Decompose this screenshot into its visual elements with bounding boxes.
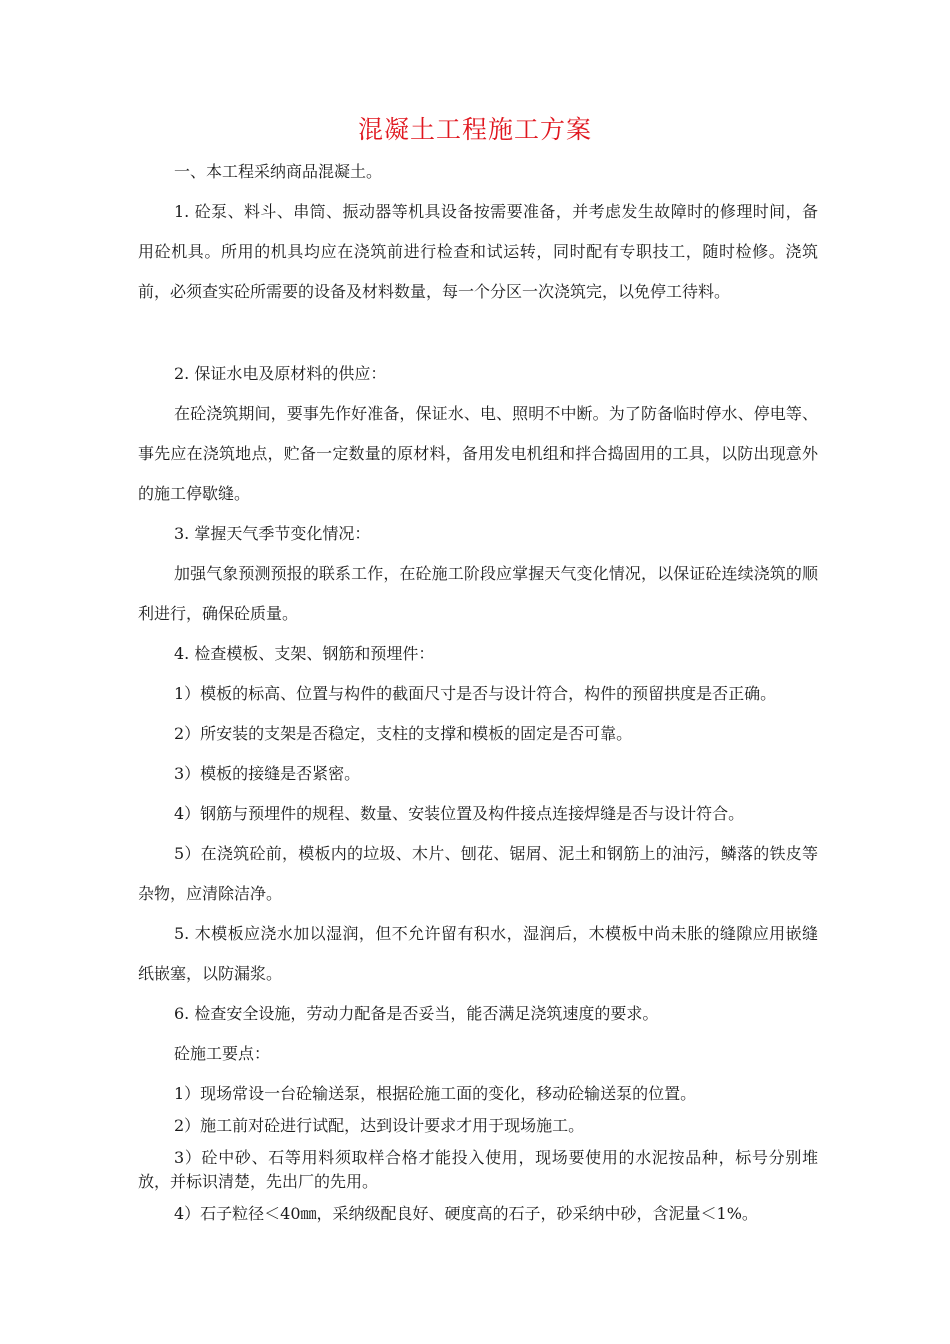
paragraph-check-5: 5）在浇筑砼前，模板内的垃圾、木片、刨花、锯屑、泥土和钢筋上的油污，鳞落的铁皮等杂物，应清除洁净。 (138, 844, 818, 903)
paragraph-check-2: 2）所安装的支架是否稳定，支柱的支撑和模板的固定是否可靠。 (174, 724, 633, 743)
paragraph-key-points-heading: 砼施工要点： (174, 1044, 271, 1063)
document-title: 混凝土工程施工方案 (357, 115, 592, 144)
paragraph-item-3-heading: 3. 掌握天气季节变化情况： (174, 524, 371, 543)
paragraph-item-1: 1. 砼泵、料斗、串筒、振动器等机具设备按需要准备，并考虑发生故障时的修理时间，备用砼机具。所用的机具均应在浇筑前进行检查和试运转，同时配有专职技工，随时检修。浇筑前，必须查实砼所需要的设备及材料数量，每一个分区一次浇筑完，以免停工待料。 (138, 202, 818, 301)
paragraph-item-3-body: 加强气象预测预报的联系工作，在砼施工阶段应掌握天气变化情况，以保证砼连续浇筑的顺利进行，确保砼质量。 (138, 564, 818, 623)
paragraph-point-1: 1）现场常设一台砼输送泵，根据砼施工面的变化，移动砼输送泵的位置。 (174, 1084, 697, 1103)
paragraph-item-4-heading: 4. 检查模板、支架、钢筋和预埋件： (174, 644, 435, 663)
paragraph-check-4: 4）钢筋与预埋件的规程、数量、安装位置及构件接点连接焊缝是否与设计符合。 (174, 804, 745, 823)
paragraph-item-2-heading: 2. 保证水电及原材料的供应： (174, 364, 387, 383)
paragraph-point-3: 3）砼中砂、石等用料须取样合格才能投入使用，现场要使用的水泥按品种，标号分别堆放，并标识清楚，先出厂的先用。 (138, 1148, 818, 1191)
paragraph-check-1: 1）模板的标高、位置与构件的截面尺寸是否与设计符合，构件的预留拱度是否正确。 (174, 684, 777, 703)
paragraph-check-3: 3）模板的接缝是否紧密。 (174, 764, 361, 783)
paragraph-intro: 一、本工程采纳商品混凝土。 (174, 162, 383, 181)
paragraph-item-6: 6. 检查安全设施，劳动力配备是否妥当，能否满足浇筑速度的要求。 (174, 1004, 659, 1023)
paragraph-point-4: 4）石子粒径＜40㎜，采纳级配良好、硬度高的石子，砂采纳中砂，含泥量＜1%。 (174, 1204, 758, 1223)
paragraph-point-2: 2）施工前对砼进行试配，达到设计要求才用于现场施工。 (174, 1116, 585, 1135)
paragraph-item-5: 5. 木模板应浇水加以湿润，但不允许留有积水，湿润后，木模板中尚未胀的缝隙应用嵌缝纸嵌塞，以防漏浆。 (138, 924, 818, 983)
paragraph-item-2-body: 在砼浇筑期间，要事先作好准备，保证水、电、照明不中断。为了防备临时停水、停电等、事先应在浇筑地点，贮备一定数量的原材料，备用发电机组和拌合捣固用的工具，以防出现意外的施工停歇缝。 (138, 404, 818, 503)
